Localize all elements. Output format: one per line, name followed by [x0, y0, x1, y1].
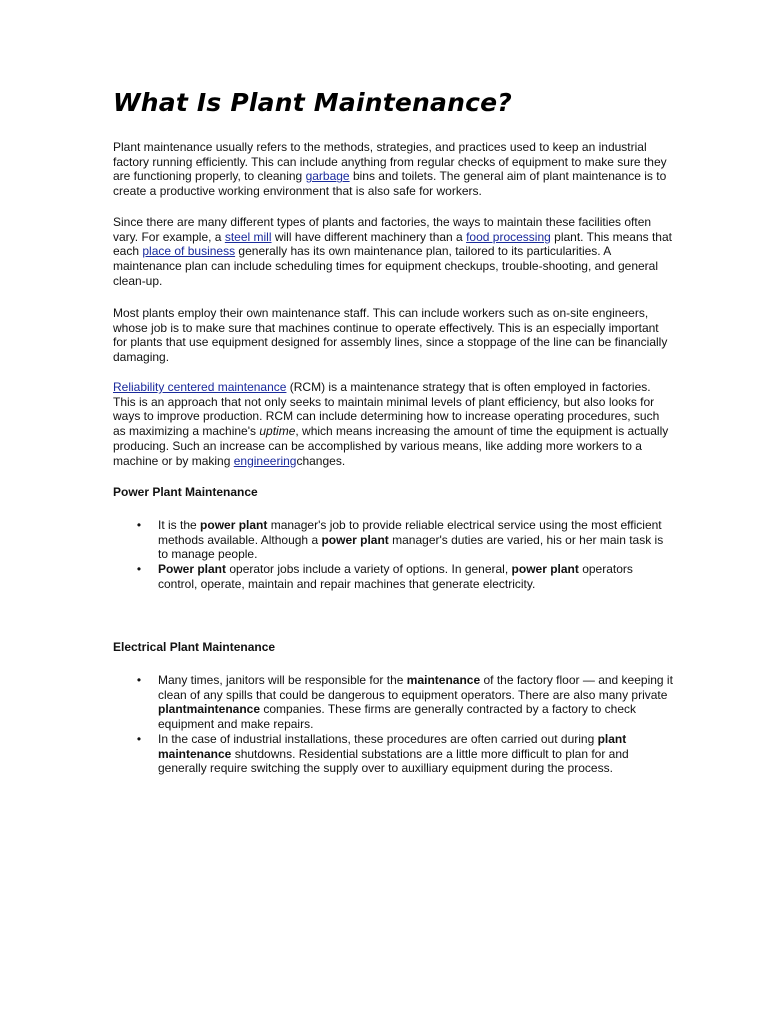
- paragraph-text: (RCM) is a maintenance strategy that is often employed in factories. This is an approach that not only seeks to maintain minimal levels of plant efficiency, but also looks for ways to improve production. RCM can include determining how to increase operating procedures, such as maximizing a machine's: [113, 380, 660, 439]
- list-item: [113, 562, 673, 591]
- item-text: In the case of industrial installations, these procedures are often carried out during: [158, 731, 598, 746]
- bold-term: maintenance: [406, 673, 481, 687]
- bullet-icon: •: [136, 731, 142, 746]
- bold-term: power plant: [200, 518, 268, 532]
- link-place-of-business[interactable]: place of business: [142, 244, 236, 259]
- item-text: Many times, janitors will be responsible for the: [158, 673, 407, 687]
- bullet-icon: •: [136, 518, 142, 532]
- section-heading-electrical-plant: Electrical Plant Maintenance: [113, 640, 276, 654]
- electrical-plant-list: [113, 673, 673, 776]
- bold-term: plant maintenance: [158, 731, 627, 761]
- paragraph-text: plant. This means that each: [113, 229, 672, 259]
- paragraph-maintenance-staff: Most plants employ their own maintenance staff. This can include workers such as on-site engineers, whose job is to make sure that machines continue to operate effectively. This is an especially important for plants that use equipment designed for assembly lines, since a stoppage of the line can be financially damaging.: [113, 306, 668, 365]
- item-text: companies. These firms are generally contracted by a factory to check equipment and make repairs.: [158, 702, 636, 732]
- link-reliability-centered-maintenance[interactable]: Reliability centered maintenance: [113, 380, 287, 394]
- bold-term: Power plant: [158, 562, 227, 577]
- paragraph-text: will have different machinery than a: [271, 229, 467, 244]
- link-engineering[interactable]: engineering: [233, 453, 297, 468]
- paragraph-rcm: [113, 380, 673, 468]
- paragraph-text: changes.: [296, 453, 346, 468]
- paragraph-intro: [113, 140, 673, 199]
- item-text: It is the: [158, 518, 201, 532]
- item-text: manager's job to provide reliable electrical service using the most efficient methods available. Although a: [158, 518, 662, 547]
- paragraph-text: generally has its own maintenance plan, tailored to its particularities. A maintenance plan can include scheduling times for equipment checkups, trouble-shooting, and general clean-up.: [113, 244, 659, 288]
- paragraph-plant-types: [113, 215, 673, 289]
- item-text: operators control, operate, maintain and repair machines that generate electricity.: [158, 562, 633, 591]
- link-steel-mill[interactable]: steel mill: [224, 229, 272, 244]
- section-heading-power-plant: Power Plant Maintenance: [113, 485, 258, 499]
- bold-term: power plant: [511, 562, 579, 577]
- paragraph-text: Since there are many different types of plants and factories, the ways to maintain these facilities often vary. For example, a: [113, 215, 652, 244]
- page-title: What Is Plant Maintenance?: [113, 88, 512, 117]
- paragraph-text: bins and toilets. The general aim of plant maintenance is to create a productive working environment that is also safe for workers.: [113, 169, 667, 199]
- paragraph-text: , which means increasing the amount of time the equipment is actually producing. Such an increase can be accomplished by various means, like adding more workers to a machine or by making: [113, 424, 669, 468]
- emphasis-uptime: uptime: [259, 424, 296, 439]
- power-plant-list: [113, 518, 673, 592]
- item-text: of the factory floor — and keeping it clean of any spills that could be dangerous to equipment operators. There are also many private: [158, 673, 673, 702]
- link-food-processing[interactable]: food processing: [466, 229, 551, 244]
- list-item: [113, 673, 673, 732]
- bullet-icon: •: [136, 673, 142, 687]
- bullet-icon: •: [136, 562, 142, 577]
- paragraph-text: Plant maintenance usually refers to the methods, strategies, and practices used to keep an industrial factory running efficiently. This can include anything from regular checks of equipment to make sure they are functioning properly, to cleaning: [113, 140, 667, 184]
- bold-term: power plant: [321, 532, 389, 547]
- link-garbage[interactable]: garbage: [305, 169, 350, 184]
- bold-term: plantmaintenance: [158, 702, 261, 717]
- list-item: [113, 732, 673, 776]
- list-item: [113, 518, 673, 562]
- item-text: shutdowns. Residential substations are a little more difficult to plan for and generally require switching the supply over to auxilliary equipment during the process.: [158, 746, 629, 776]
- item-text: operator jobs include a variety of options. In general,: [226, 562, 512, 577]
- item-text: manager's duties are varied, his or her main task is to manage people.: [158, 532, 664, 562]
